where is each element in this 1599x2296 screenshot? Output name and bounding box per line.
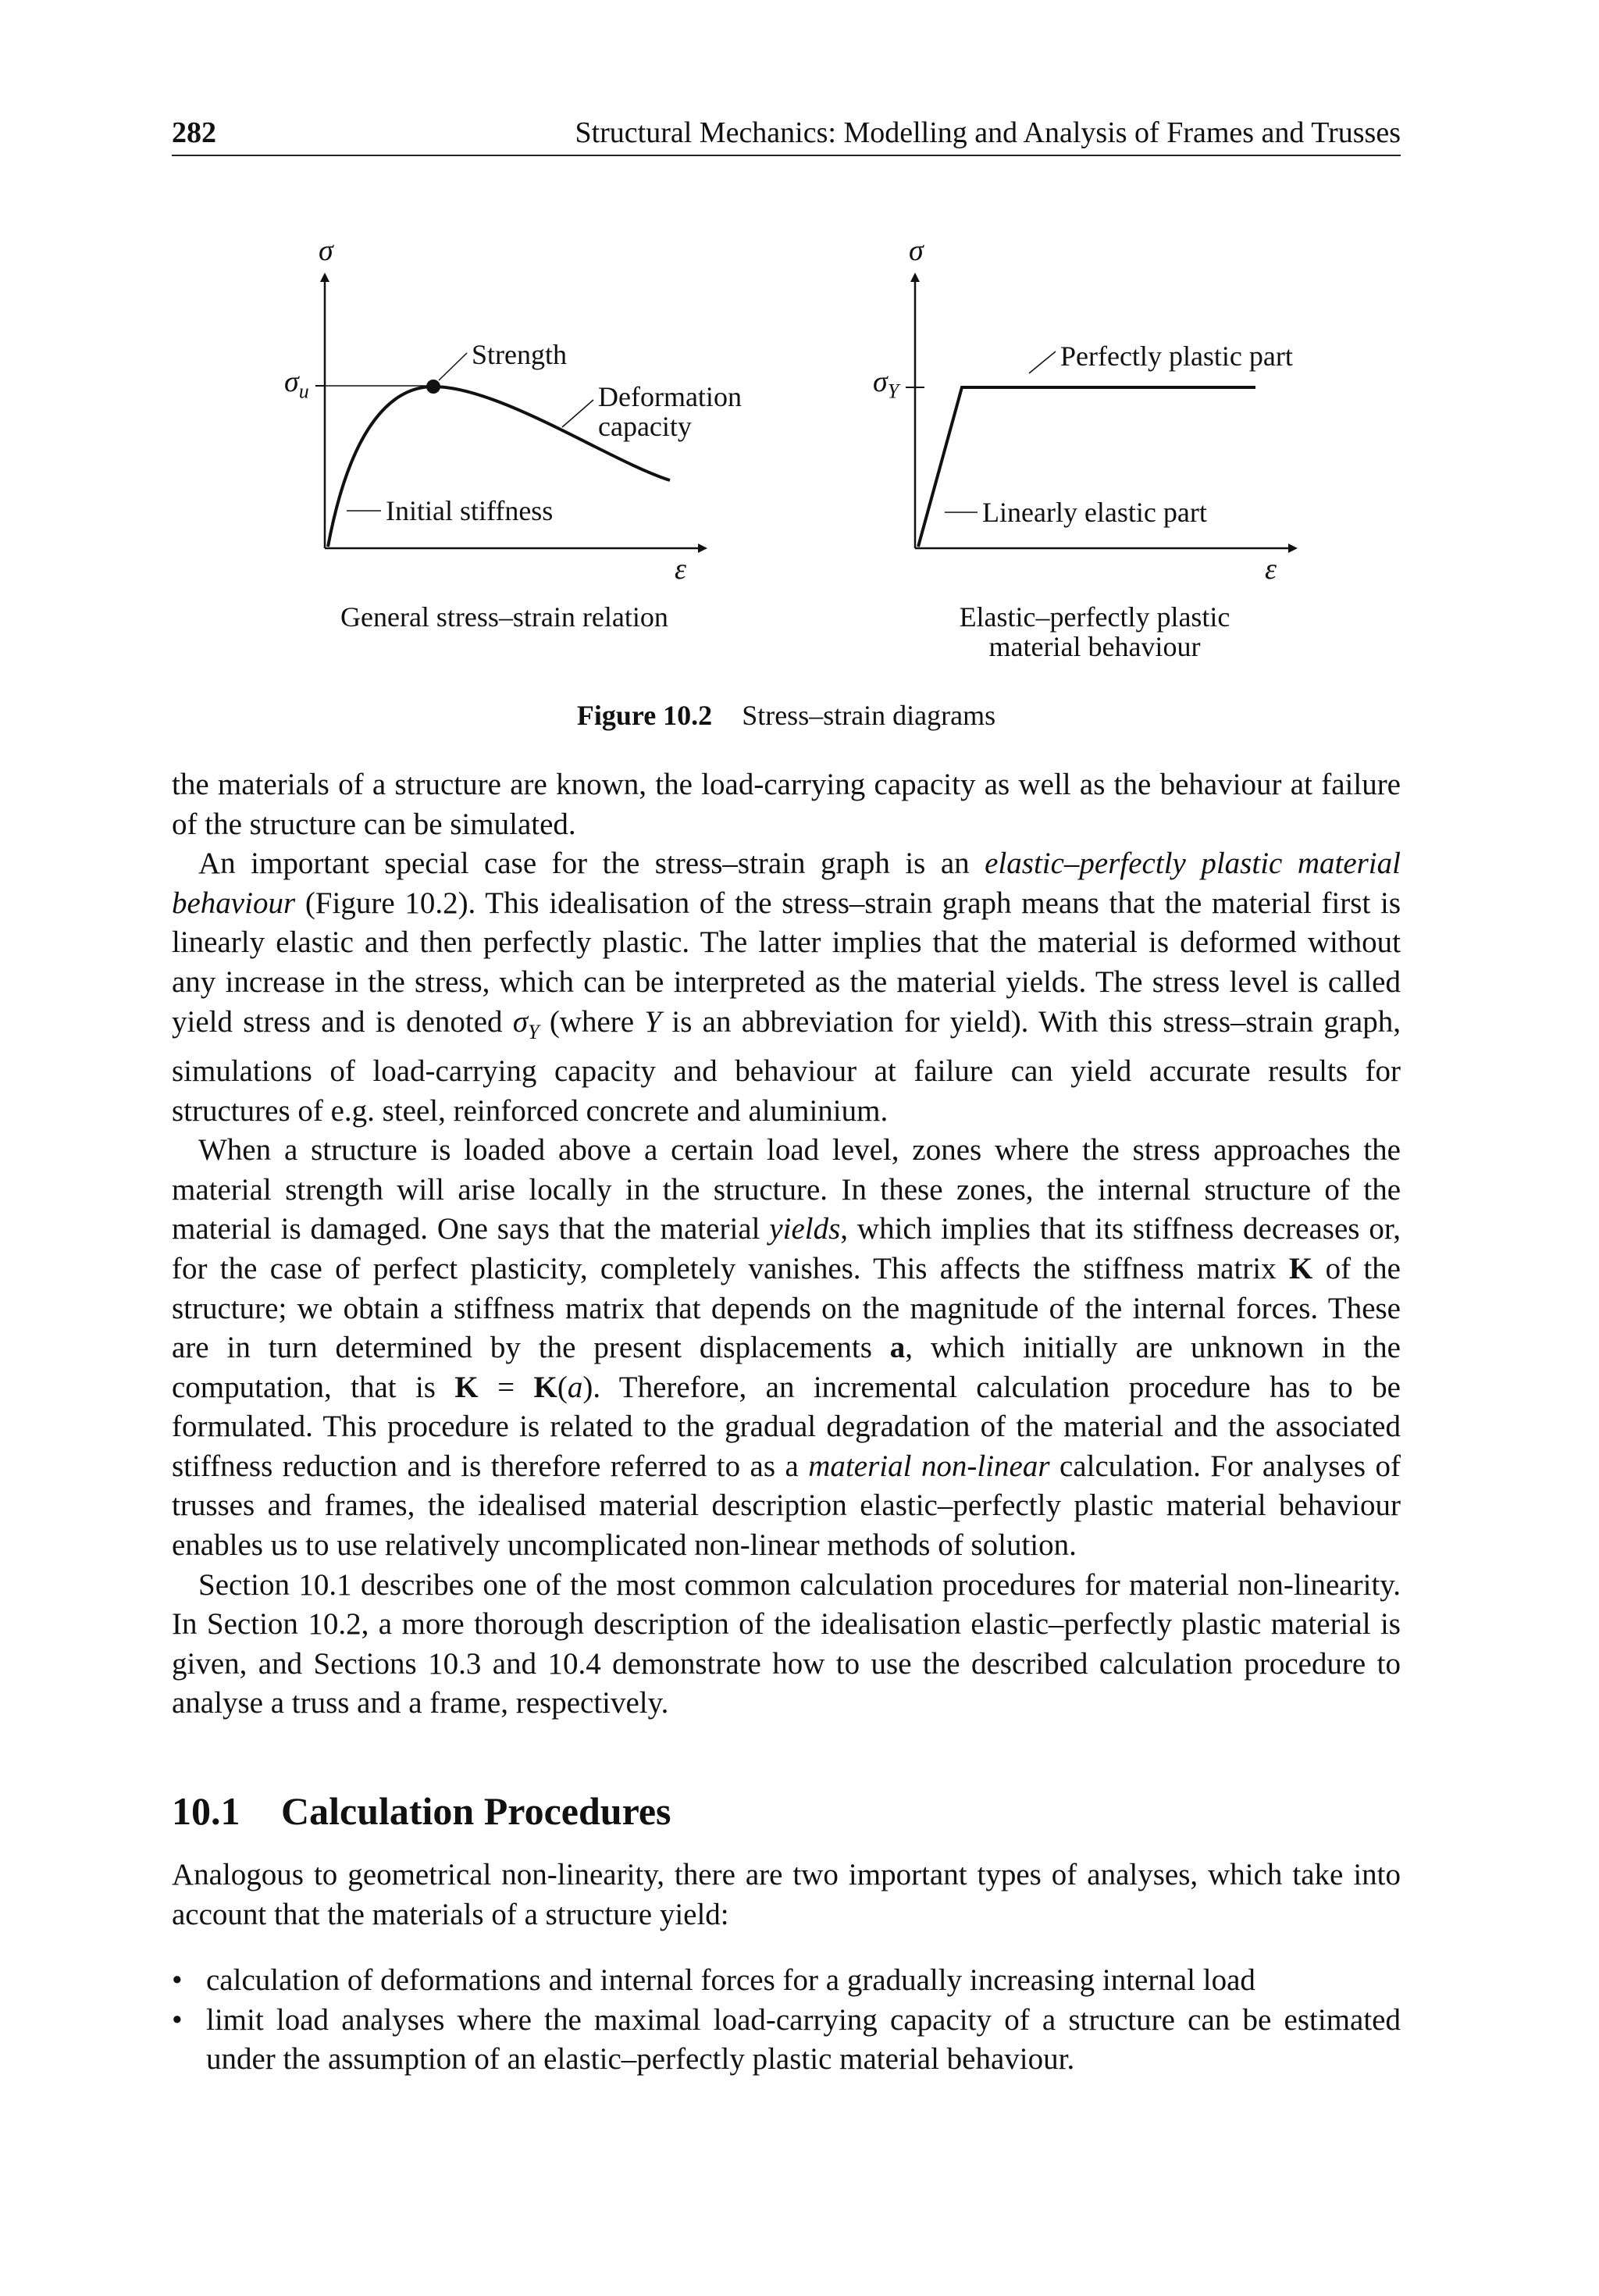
p3-text-d: , which initially are unknown in the computation, that is xyxy=(172,1331,1401,1404)
section-intro: Analogous to geometrical non-linearity, there are two important types of analyses, which take into account that the materials of a structure yield: xyxy=(172,1858,1401,1931)
section-body xyxy=(172,1856,1401,2080)
sigma-y-label xyxy=(873,367,899,402)
right-epsilon-axis-label: ε xyxy=(1265,553,1277,586)
p3-text-a: When a structure is loaded above a certain load level, zones where the stress approaches the material strength will arise locally in the structure. In these zones, the internal structure of the material is damaged. One says that the material xyxy=(172,1133,1401,1246)
list-item: • limit load analyses where the maximal load-carrying capacity of a structure can be estimated under the assumption of an elastic–perfectly plastic material behaviour. xyxy=(172,2001,1401,2080)
p2-text-d: is an abbreviation for yield). With this stress–strain graph, simulations of load-carrying capacity and behaviour at failure can yield accurate results for structures of e.g. steel, reinforced concrete and aluminium. xyxy=(172,1004,1401,1128)
p3-text-c: of the structure; we obtain a stiffness matrix that depends on the magnitude of the internal forces. These are in turn determined by the present displacements xyxy=(172,1251,1401,1365)
p3-material-nonlinear: material non-linear xyxy=(808,1449,1050,1483)
right-panel-caption-line2: material behaviour xyxy=(988,631,1201,662)
strength-label: Strength xyxy=(472,339,567,370)
p3-text-f: calculation. For analyses of trusses and frames, the idealised material description elastic–perfectly plastic material behaviour enables us to use relatively uncomplicated non-linear methods of solution. xyxy=(172,1449,1401,1563)
deformation-label-line1: Deformation xyxy=(598,381,742,412)
paragraph-3 xyxy=(172,1131,1401,1566)
body-text xyxy=(172,765,1401,1724)
p2-y-symbol: Y xyxy=(644,1004,662,1039)
p3-paren: ( xyxy=(557,1370,568,1404)
perfectly-plastic-label: Perfectly plastic part xyxy=(1060,340,1293,372)
left-sigma-axis-label: σ xyxy=(319,234,333,267)
p3-a-vector: a xyxy=(889,1331,906,1365)
strength-point xyxy=(426,380,440,394)
plastic-leader xyxy=(1029,351,1056,373)
p2-text-c: (where xyxy=(539,1004,645,1039)
section-number: 10.1 xyxy=(172,1789,240,1833)
p3-text-b: , which implies that its stiffness decreases or, for the case of perfect plasticity, completely vanishes. This affects the stiffness matrix xyxy=(172,1212,1401,1285)
sigma-y-symbol: σ xyxy=(873,365,888,398)
linearly-elastic-label: Linearly elastic part xyxy=(982,497,1207,528)
figure-caption-text: Stress–strain diagrams xyxy=(742,700,996,731)
p3-k-matrix: K xyxy=(1288,1251,1313,1285)
p2-text-a: An important special case for the stress–strain graph is an xyxy=(198,847,985,881)
running-title: Structural Mechanics: Modelling and Analysis of Frames and Trusses xyxy=(575,116,1401,149)
strength-leader xyxy=(439,353,467,380)
page-header xyxy=(172,116,1401,156)
paragraph-4: Section 10.1 describes one of the most common calculation procedures for material non-linearity. In Section 10.2, a more thorough description of the idealisation elastic–perfectly plastic material is given, and Sections 10.3 and 10.4 demonstrate how to use the described calculation procedure to analyse a truss and a frame, respectively. xyxy=(172,1567,1401,1720)
paragraph-1: the materials of a structure are known, the load-carrying capacity as well as the behaviour at failure of the structure can be simulated. xyxy=(172,768,1401,841)
p2-sigma: σ xyxy=(512,1004,529,1039)
sigma-u-label xyxy=(284,367,309,402)
page-number: 282 xyxy=(172,116,216,149)
p3-k-lhs: K xyxy=(454,1370,479,1404)
p2-text-b: (Figure 10.2). This idealisation of the stress–strain graph means that the material first is linearly elastic and then perfectly plastic. The latter implies that the material is deformed without any increase in the stress, which can be interpreted as the material yields. The stress level is called yield stress and is denoted xyxy=(172,886,1401,1039)
list-item: • calculation of deformations and internal forces for a gradually increasing internal load xyxy=(172,1961,1401,2001)
p2-sigma-subscript: Y xyxy=(528,1020,540,1043)
deformation-label-line2: capacity xyxy=(598,411,692,442)
bullet-list xyxy=(172,1961,1401,2080)
section-heading xyxy=(172,1788,671,1834)
p3-k-rhs: K xyxy=(533,1370,557,1404)
p3-text-e: ). Therefore, an incremental calculation procedure has to be formulated. This procedure is related to the gradual degradation of the material and the associated stiffness reduction and is therefore referred to as a xyxy=(172,1370,1401,1483)
sigma-u-symbol: σ xyxy=(284,365,299,398)
p3-yields-emphasis: yields xyxy=(769,1212,841,1246)
paragraph-2 xyxy=(172,844,1401,1131)
sigma-u-subscript: u xyxy=(298,380,309,403)
deformation-leader xyxy=(562,400,593,427)
p2-emphasis: elastic–perfectly plastic material behaviour xyxy=(172,847,1401,920)
figure-10-2 xyxy=(172,226,1401,758)
sigma-y-subscript: Y xyxy=(887,380,899,403)
right-panel-caption-line1: Elastic–perfectly plastic xyxy=(959,601,1230,633)
initial-stiffness-label: Initial stiffness xyxy=(386,495,554,526)
figure-caption xyxy=(172,699,1401,732)
p3-a-argument: a xyxy=(567,1370,583,1404)
left-epsilon-axis-label: ε xyxy=(675,553,686,586)
right-sigma-axis-label: σ xyxy=(909,234,924,267)
left-panel-caption: General stress–strain relation xyxy=(340,601,668,633)
figure-label: Figure 10.2 xyxy=(576,700,713,731)
p3-equals: = xyxy=(478,1370,534,1404)
section-title: Calculation Procedures xyxy=(281,1789,671,1833)
